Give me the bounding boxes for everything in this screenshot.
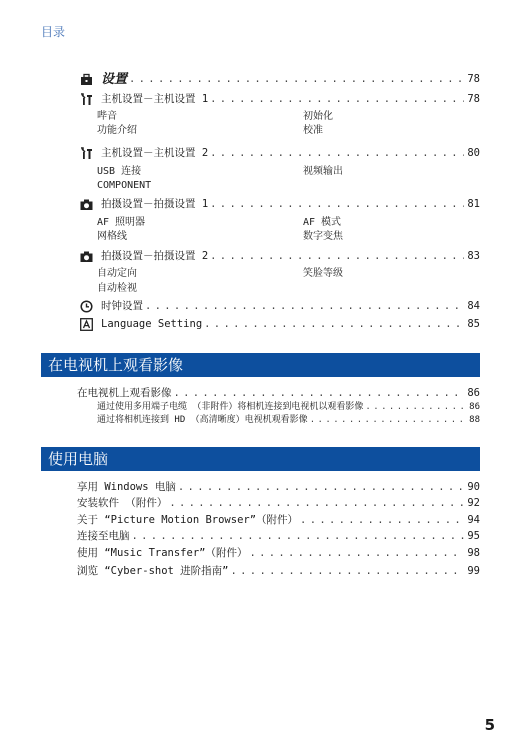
sub-item[interactable]: AF 照明器 bbox=[97, 217, 146, 228]
language-icon bbox=[80, 318, 93, 331]
dot-leader bbox=[365, 401, 466, 414]
settings-title: 设置 bbox=[101, 72, 128, 87]
entry-label: 关于 “Picture Motion Browser”（附件） bbox=[77, 514, 299, 526]
entry-label: 拍摄设置－拍摄设置 1 bbox=[101, 198, 209, 210]
tools-icon bbox=[80, 147, 93, 160]
page-ref: 94 bbox=[467, 514, 480, 526]
toc-entry-pc[interactable] bbox=[77, 497, 480, 510]
page-ref: 99 bbox=[467, 565, 480, 577]
page-number: 5 bbox=[484, 716, 495, 734]
toc-entry-shooting-1[interactable] bbox=[101, 198, 480, 211]
sub-item[interactable]: 校准 bbox=[303, 125, 323, 136]
page-ref: 90 bbox=[467, 481, 480, 493]
toc-entry-pc[interactable] bbox=[77, 514, 480, 527]
entry-label: 安装软件 （附件） bbox=[77, 497, 168, 509]
sub-item[interactable]: COMPONENT bbox=[97, 180, 152, 191]
sub-item[interactable]: 自动定向 bbox=[97, 268, 137, 279]
entry-label: 使用 “Music Transfer”（附件） bbox=[77, 547, 248, 559]
toc-entry-tv[interactable] bbox=[77, 387, 480, 400]
entry-label: 连接至电脑 bbox=[77, 530, 130, 542]
entry-label: Language Setting bbox=[101, 318, 203, 330]
dot-leader bbox=[300, 514, 464, 527]
dot-leader bbox=[178, 481, 464, 494]
page-ref: 92 bbox=[467, 497, 480, 509]
clock-icon bbox=[80, 300, 93, 313]
sub-item[interactable]: USB 连接 bbox=[97, 166, 142, 177]
toc-entry-settings[interactable] bbox=[101, 73, 480, 86]
entry-label: 在电视机上观看影像 bbox=[77, 387, 172, 399]
toolbox-icon bbox=[80, 73, 93, 86]
sub-item[interactable]: AF 模式 bbox=[303, 217, 342, 228]
sub-item[interactable]: 数字变焦 bbox=[303, 231, 343, 242]
page-ref: 95 bbox=[467, 530, 480, 542]
camera-icon bbox=[80, 198, 93, 211]
dot-leader bbox=[129, 73, 464, 86]
page-ref: 86 bbox=[469, 402, 480, 412]
toc-entry-language[interactable] bbox=[101, 318, 480, 331]
page-ref: 88 bbox=[469, 415, 480, 425]
dot-leader bbox=[145, 300, 464, 313]
page-ref: 84 bbox=[467, 300, 480, 312]
toc-link[interactable]: 目录 bbox=[41, 25, 66, 39]
page-ref: 98 bbox=[467, 547, 480, 559]
toc-entry-setup-1[interactable] bbox=[101, 93, 480, 106]
tools-icon bbox=[80, 93, 93, 106]
toc-entry-pc[interactable] bbox=[77, 565, 480, 578]
sub-item[interactable]: 视频输出 bbox=[303, 166, 343, 177]
entry-label: 浏览 “Cyber-shot 进阶指南” bbox=[77, 565, 229, 577]
sub-item[interactable]: 自动检视 bbox=[97, 283, 137, 294]
dot-leader bbox=[210, 198, 464, 211]
toc-entry-pc[interactable] bbox=[77, 481, 480, 494]
entry-label: 拍摄设置－拍摄设置 2 bbox=[101, 250, 209, 262]
toc-entry-pc[interactable] bbox=[77, 530, 480, 543]
entry-label: 主机设置－主机设置 1 bbox=[101, 93, 209, 105]
page-ref: 78 bbox=[467, 93, 480, 105]
toc-subentry-tv-hd[interactable] bbox=[97, 414, 480, 427]
dot-leader bbox=[210, 147, 464, 160]
dot-leader bbox=[249, 547, 464, 560]
toc-entry-setup-2[interactable] bbox=[101, 147, 480, 160]
toc-entry-pc[interactable] bbox=[77, 547, 480, 560]
sub-item[interactable]: 网格线 bbox=[97, 231, 127, 242]
sub-item[interactable]: 笑脸等级 bbox=[303, 268, 343, 279]
dot-leader bbox=[231, 565, 465, 578]
dot-leader bbox=[210, 93, 464, 106]
dot-leader bbox=[169, 497, 464, 510]
dot-leader bbox=[132, 530, 465, 543]
toc-entry-clock[interactable] bbox=[101, 300, 480, 313]
sub-item[interactable]: 哔音 bbox=[97, 111, 117, 122]
sub-item[interactable]: 初始化 bbox=[303, 111, 333, 122]
camera-icon bbox=[80, 250, 93, 263]
toc-entry-shooting-2[interactable] bbox=[101, 250, 480, 263]
section-heading-pc: 使用电脑 bbox=[41, 447, 480, 471]
entry-label: 主机设置－主机设置 2 bbox=[101, 147, 209, 159]
dot-leader bbox=[310, 414, 466, 427]
page-ref: 81 bbox=[467, 198, 480, 210]
page-ref: 85 bbox=[467, 318, 480, 330]
entry-label: 通过将相机连接到 HD （高清晰度）电视机观看影像 bbox=[97, 415, 308, 425]
dot-leader bbox=[174, 387, 465, 400]
dot-leader bbox=[210, 250, 464, 263]
section-heading-tv: 在电视机上观看影像 bbox=[41, 353, 480, 377]
page-ref: 80 bbox=[467, 147, 480, 159]
page-ref: 83 bbox=[467, 250, 480, 262]
entry-label: 通过使用多用端子电缆 （非附件）将相机连接到电视机以观看影像 bbox=[97, 402, 364, 412]
page-ref: 86 bbox=[467, 387, 480, 399]
dot-leader bbox=[204, 318, 464, 331]
page-ref: 78 bbox=[467, 73, 480, 85]
entry-label: 时钟设置 bbox=[101, 300, 143, 312]
toc-subentry-tv-multi[interactable] bbox=[97, 401, 480, 414]
sub-item[interactable]: 功能介绍 bbox=[97, 125, 137, 136]
entry-label: 享用 Windows 电脑 bbox=[77, 481, 176, 493]
